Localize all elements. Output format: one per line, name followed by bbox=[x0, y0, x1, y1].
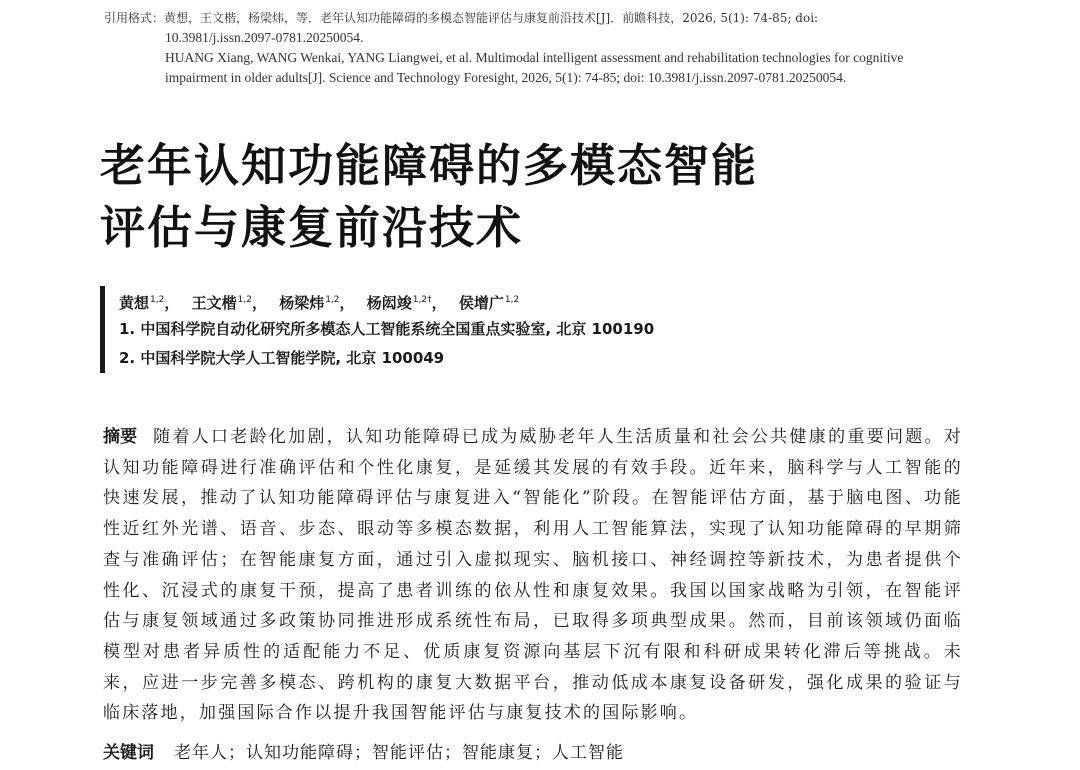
author-affiliation-block bbox=[100, 286, 654, 373]
author-separator: ， bbox=[164, 294, 180, 312]
author-name: 杨梁炜 bbox=[279, 294, 325, 312]
keywords-text: 老年人；认知功能障碍；智能评估；智能康复；人工智能 bbox=[174, 743, 624, 763]
paper-title bbox=[100, 135, 758, 259]
citation-zh bbox=[104, 8, 974, 28]
author-affiliation-marker: 1,2 bbox=[237, 295, 252, 305]
author-affiliation-marker: 1,2 bbox=[150, 295, 165, 305]
title-line-2: 评估与康复前沿技术 bbox=[100, 201, 524, 254]
author-name: 王文楷 bbox=[191, 294, 237, 312]
citation-zh-text: 黄想，王文楷，杨梁炜，等．老年认知功能障碍的多模态智能评估与康复前沿技术[J]．前瞻科技，2026, 5(1): 74-85; doi: bbox=[164, 11, 819, 25]
citation-zh-doi: 10.3981/j.issn.2097-0781.20250054. bbox=[165, 30, 364, 45]
author-separator: ， bbox=[431, 294, 447, 312]
author-name: 黄想 bbox=[119, 294, 150, 312]
author-separator: ， bbox=[251, 294, 267, 312]
keywords-line bbox=[103, 738, 624, 763]
author-name: 侯增广 bbox=[458, 294, 504, 312]
author-name: 杨闳竣 bbox=[366, 294, 412, 312]
affiliation-1: 1. 中国科学院自动化研究所多模态人工智能系统全国重点实验室, 北京 100190 bbox=[119, 320, 655, 338]
citation-block bbox=[104, 8, 974, 88]
abstract-paragraph bbox=[103, 422, 963, 729]
author-affiliation-marker: 1,2 bbox=[325, 295, 340, 305]
abstract-text: 随着人口老龄化加剧，认知功能障碍已成为威胁老年人生活质量和社会公共健康的重要问题。对认知功能障碍进行准确评估和个性化康复，是延缓其发展的有效手段。近年来，脑科学与人工智能的快速发展，推动了认知功能障碍评估与康复进入“智能化”阶段。在智能评估方面，基于脑电图、功能性近红外光谱、语音、步态、眼动等多模态数据，利用人工智能算法，实现了认知功能障碍的早期筛查与准确评估；在智能康复方面，通过引入虚拟现实、脑机接口、神经调控等新技术，为患者提供个性化、沉浸式的康复干预，提高了患者训练的依从性和康复效果。我国以国家战略为引领，在智能评估与康复领域通过多政策协同推进形成系统性布局，已取得多项典型成果。然而，目前该领域仍面临模型对患者异质性的适配能力不足、优质康复资源向基层下沉有限和科研成果转化滞后等挑战。未来，应进一步完善多模态、跨机构的康复大数据平台，推动低成本康复设备研发，强化成果的验证与临床落地，加强国际合作以提升我国智能评估与康复技术的国际影响。 bbox=[103, 427, 963, 724]
affiliation-2: 2. 中国科学院大学人工智能学院, 北京 100049 bbox=[119, 349, 445, 367]
author-list bbox=[119, 286, 654, 315]
author-separator: ， bbox=[339, 294, 355, 312]
abstract-label: 摘要 bbox=[103, 427, 138, 447]
citation-en-line1: HUANG Xiang, WANG Wenkai, YANG Liangwei, et al. Multimodal intelligent assessment and rehabilitation technologies for cognitive bbox=[165, 50, 904, 65]
citation-label: 引用格式： bbox=[104, 11, 165, 25]
keywords-label: 关键词 bbox=[103, 743, 154, 763]
title-line-1: 老年认知功能障碍的多模态智能 bbox=[100, 139, 759, 192]
citation-en-line2: impairment in older adults[J]. Science and Technology Foresight, 2026, 5(1): 74-85; doi: 10.3981/j.issn.2097-0781.20250054. bbox=[165, 70, 847, 85]
author-affiliation-marker: 1,2 bbox=[504, 295, 520, 305]
author-affiliation-marker: 1,2† bbox=[412, 295, 432, 305]
